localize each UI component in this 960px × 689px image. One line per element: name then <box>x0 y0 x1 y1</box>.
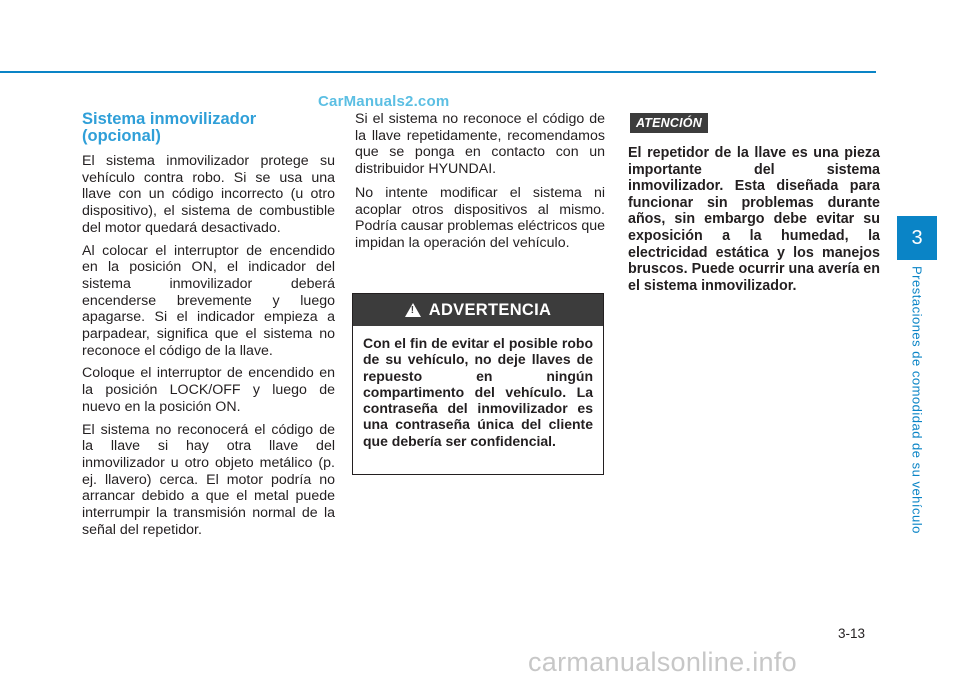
chapter-number-tab: 3 <box>897 216 937 260</box>
col1-paragraph-2: Al colocar el interruptor de encendido en la posición ON, el indicador del sistema inmovilizador deberá encenderse brevemente y luego apagarse. Si el indicador empieza a parpadear, significa que el sistema no reconoce el código de la llave. <box>82 242 335 359</box>
col2-paragraph-1: Si el sistema no reconoce el código de la llave repetidamente, recomendamos que se ponga en contacto con un distribuidor HYUNDAI. <box>355 111 605 178</box>
column-middle <box>355 111 605 259</box>
column-right <box>628 111 880 294</box>
warning-text: Con el fin de evitar el posible robo de su vehículo, no deje llaves de repuesto en ningún compartimento del vehículo. La contraseña del inmovilizador es una contraseña única del cliente que debería ser confidencial. <box>363 335 593 449</box>
section-title <box>82 111 335 144</box>
warning-title: ADVERTENCIA <box>428 300 552 319</box>
chapter-title: Prestaciones de comodidad de su vehículo <box>909 266 925 534</box>
attention-text: El repetidor de la llave es una pieza importante del sistema inmovilizador. Esta diseñada para funcionar sin problemas durante años, sin embargo debe evitar su exposición a la humedad, la electricidad estática y los manejos bruscos. Puede ocurrir una avería en el sistema inmovilizador. <box>628 145 880 294</box>
page-number: 3-13 <box>838 626 866 641</box>
attention-badge: ATENCIÓN <box>630 113 708 133</box>
warning-header <box>353 294 603 326</box>
warning-triangle-icon <box>405 303 421 317</box>
watermark-bottom[interactable]: carmanualsonline.info <box>528 647 797 677</box>
col1-paragraph-4: El sistema no reconocerá el código de la llave si hay otra llave del inmovilizador u otro objeto metálico (p. ej. llavero) cerca. El motor podría no arrancar debido a que el metal puede interrumpir la transmisión normal de la señal del repetidor. <box>82 421 335 538</box>
column-left <box>82 111 335 544</box>
col1-paragraph-1: El sistema inmovilizador protege su vehículo contra robo. Si se usa una llave con un código incorrecto (u otro dispositivo), el sistema de combustible del motor quedará desactivado. <box>82 153 335 236</box>
col1-paragraph-3: Coloque el interruptor de encendido en la posición LOCK/OFF y luego de nuevo en la posición ON. <box>82 365 335 415</box>
top-rule <box>0 71 876 73</box>
section-title-line2: (opcional) <box>82 126 161 145</box>
col2-paragraph-2: No intente modificar el sistema ni acoplar otros dispositivos al mismo. Podría causar problemas eléctricos que impidan la operación del vehículo. <box>355 184 605 251</box>
chapter-title-vertical <box>897 266 937 536</box>
section-title-line1: Sistema inmovilizador <box>82 110 257 128</box>
watermark-top[interactable]: CarManuals2.com <box>318 93 450 110</box>
warning-box <box>352 293 604 475</box>
